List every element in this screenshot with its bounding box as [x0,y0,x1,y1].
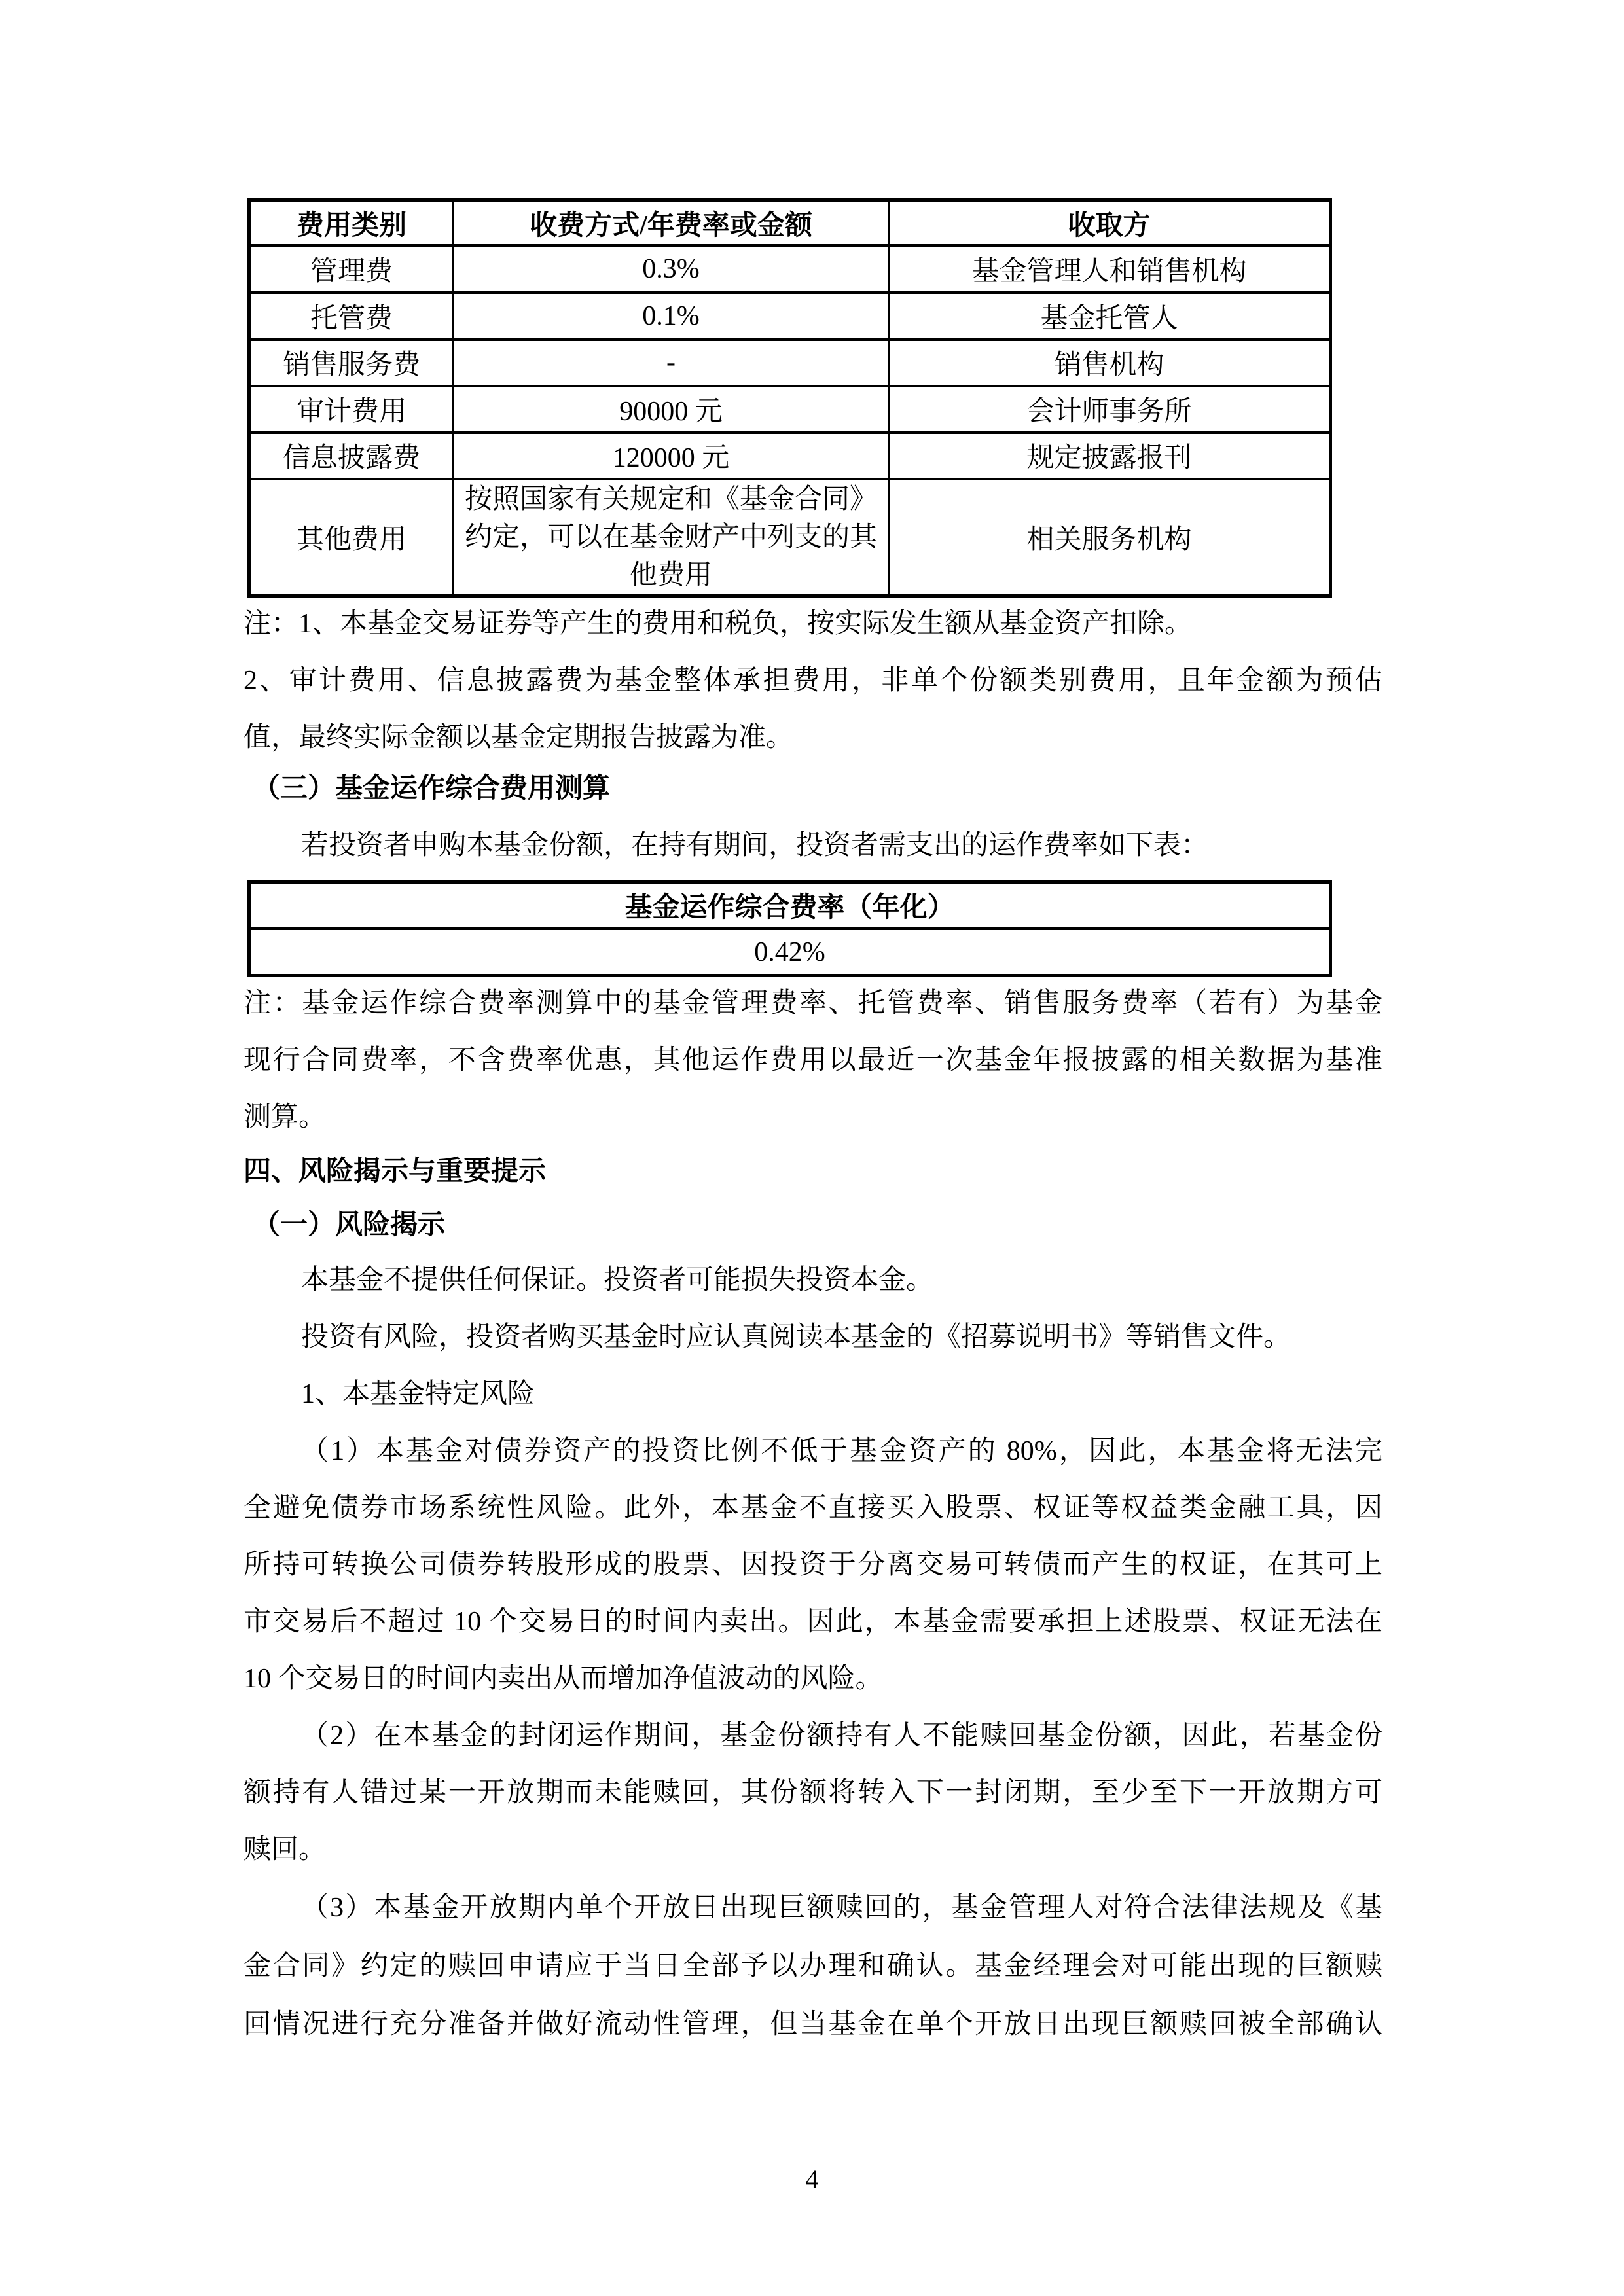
body-line: 回情况进行充分准备并做好流动性管理，但当基金在单个开放日出现巨额赎回被全部确认 [244,2009,1382,2039]
table-cell: 基金管理人和销售机构 [889,246,1331,293]
note-line: 现行合同费率，不含费率优惠，其他运作费用以最近一次基金年报披露的相关数据为基准 [244,1045,1382,1075]
body-line: （3）本基金开放期内单个开放日出现巨额赎回的，基金管理人对符合法律法规及《基 [301,1893,1382,1923]
table-row [249,479,1331,596]
note-line: 测算。 [244,1102,327,1132]
table-cell: 会计师事务所 [889,386,1331,433]
table-cell: 按照国家有关规定和《基金合同》约定，可以在基金财产中列支的其他费用 [454,479,889,596]
body-line: 投资有风险，投资者购买基金时应认真阅读本基金的《招募说明书》等销售文件。 [301,1322,1291,1352]
body-line: 额持有人错过某一开放期而未能赎回，其份额将转入下一封闭期，至少至下一开放期方可 [244,1778,1382,1808]
body-line: 全避免债券市场系统性风险。此外，本基金不直接买入股票、权证等权益类金融工具，因 [244,1493,1382,1523]
note-line: 注：基金运作综合费率测算中的基金管理费率、托管费率、销售服务费率（若有）为基金 [244,988,1382,1018]
table-header-row [249,200,1331,246]
body-line: （1）本基金对债券资产的投资比例不低于基金资产的 80%，因此，本基金将无法完 [301,1436,1382,1466]
table-row [249,433,1331,479]
table-cell: 120000 元 [454,433,889,479]
body-line: （2）在本基金的封闭运作期间，基金份额持有人不能赎回基金份额，因此，若基金份 [301,1721,1382,1751]
table-cell: 基金托管人 [889,293,1331,340]
body-line: 若投资者申购本基金份额，在持有期间，投资者需支出的运作费率如下表： [301,831,1209,861]
body-line: 1、本基金特定风险 [301,1379,535,1409]
body-line: 金合同》约定的赎回申请应于当日全部予以办理和确认。基金经理会对可能出现的巨额赎 [244,1951,1382,1981]
table-cell: 90000 元 [454,386,889,433]
table-cell: 规定披露报刊 [889,433,1331,479]
subsection-heading: （一）风险揭示 [253,1210,446,1240]
table-header-cell: 收费方式/年费率或金额 [454,200,889,246]
table-row [249,929,1331,976]
body-line: 本基金不提供任何保证。投资者可能损失投资本金。 [301,1265,934,1295]
table-header-cell: 费用类别 [249,200,454,246]
page-number: 4 [805,2164,819,2194]
table-header-cell: 收取方 [889,200,1331,246]
table-row [249,386,1331,433]
section-heading: （三）基金运作综合费用测算 [253,774,611,804]
fee-table [247,198,1332,598]
table-cell: 管理费 [249,246,454,293]
table-cell: 0.42% [249,929,1331,976]
table-cell: 销售服务费 [249,340,454,386]
note-line: 注：1、本基金交易证券等产生的费用和税负，按实际发生额从基金资产扣除。 [244,609,1193,639]
table-cell: 托管费 [249,293,454,340]
table-header-cell: 基金运作综合费率（年化） [249,882,1331,929]
table-cell: 审计费用 [249,386,454,433]
rate-table [247,880,1332,977]
body-line: 赎回。 [244,1835,327,1865]
table-row [249,293,1331,340]
table-cell: 销售机构 [889,340,1331,386]
table-cell: 0.3% [454,246,889,293]
table-cell: 信息披露费 [249,433,454,479]
table-cell: 其他费用 [249,479,454,596]
table-cell: 0.1% [454,293,889,340]
body-line: 市交易后不超过 10 个交易日的时间内卖出。因此，本基金需要承担上述股票、权证无法在 [244,1607,1382,1637]
note-line: 2、审计费用、信息披露费为基金整体承担费用，非单个份额类别费用，且年金额为预估 [244,666,1382,696]
table-header-row [249,882,1331,929]
section-heading: 四、风险揭示与重要提示 [244,1157,547,1187]
table-row [249,246,1331,293]
note-line: 值，最终实际金额以基金定期报告披露为准。 [244,723,794,753]
body-line: 10 个交易日的时间内卖出从而增加净值波动的风险。 [244,1664,883,1694]
body-line: 所持可转换公司债券转股形成的股票、因投资于分离交易可转债而产生的权证，在其可上 [244,1550,1382,1580]
table-row [249,340,1331,386]
table-cell: - [454,340,889,386]
table-cell: 相关服务机构 [889,479,1331,596]
